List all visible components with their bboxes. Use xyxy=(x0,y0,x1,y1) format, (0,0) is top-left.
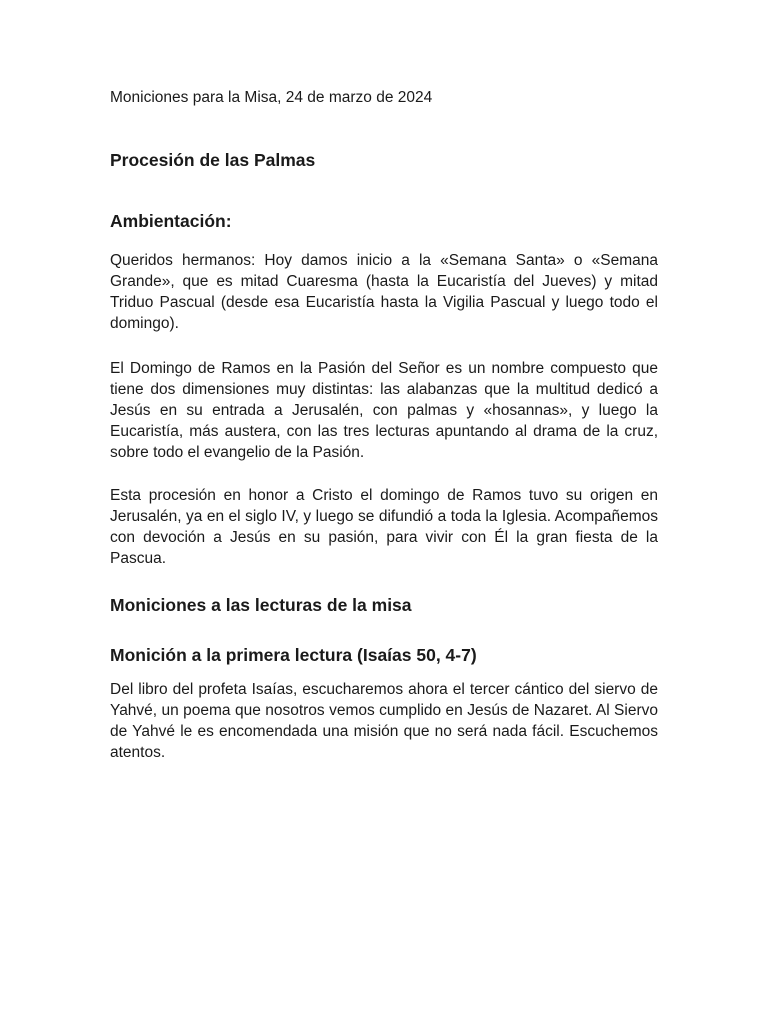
ambientacion-title: Ambientación: xyxy=(110,211,232,231)
readings-title: Moniciones a las lecturas de la misa xyxy=(110,595,412,615)
paragraph-domingo-ramos: El Domingo de Ramos en la Pasión del Señor es un nombre compuesto que tiene dos dimensiones muy distintas: las alabanzas que la multitud dedicó a Jesús en su entrada a Jerusalén, con palmas y «hosannas», y luego la Eucaristía, más austera, con las tres lecturas apuntando al drama de la cruz, sobre todo el evangelio de la Pasión. xyxy=(110,360,658,461)
paragraph-intro: Queridos hermanos: Hoy damos inicio a la «Semana Santa» o «Semana Grande», que es mitad Cuaresma (hasta la Eucaristía del Jueves) y mitad Triduo Pascual (desde esa Eucaristía hasta la Vigilia Pascual y luego todo el domingo). xyxy=(110,252,658,332)
first-reading-title: Monición a la primera lectura (Isaías 50, 4-7) xyxy=(110,645,477,665)
first-reading-text: Del libro del profeta Isaías, escucharemos ahora el tercer cántico del siervo de Yahvé, un poema que nosotros vemos cumplido en Jesús de Nazaret. Al Siervo de Yahvé le es encomendada una misión que no será nada fácil. Escuchemos atentos. xyxy=(110,681,658,761)
procession-title: Procesión de las Palmas xyxy=(110,150,316,170)
document-header: Moniciones para la Misa, 24 de marzo de 2024 xyxy=(110,89,433,106)
paragraph-procesion: Esta procesión en honor a Cristo el domingo de Ramos tuvo su origen en Jerusalén, ya en el siglo IV, y luego se difundió a toda la Iglesia. Acompañemos con devoción a Jesús en su pasión, para vivir con Él la gran fiesta de la Pascua. xyxy=(110,487,658,567)
